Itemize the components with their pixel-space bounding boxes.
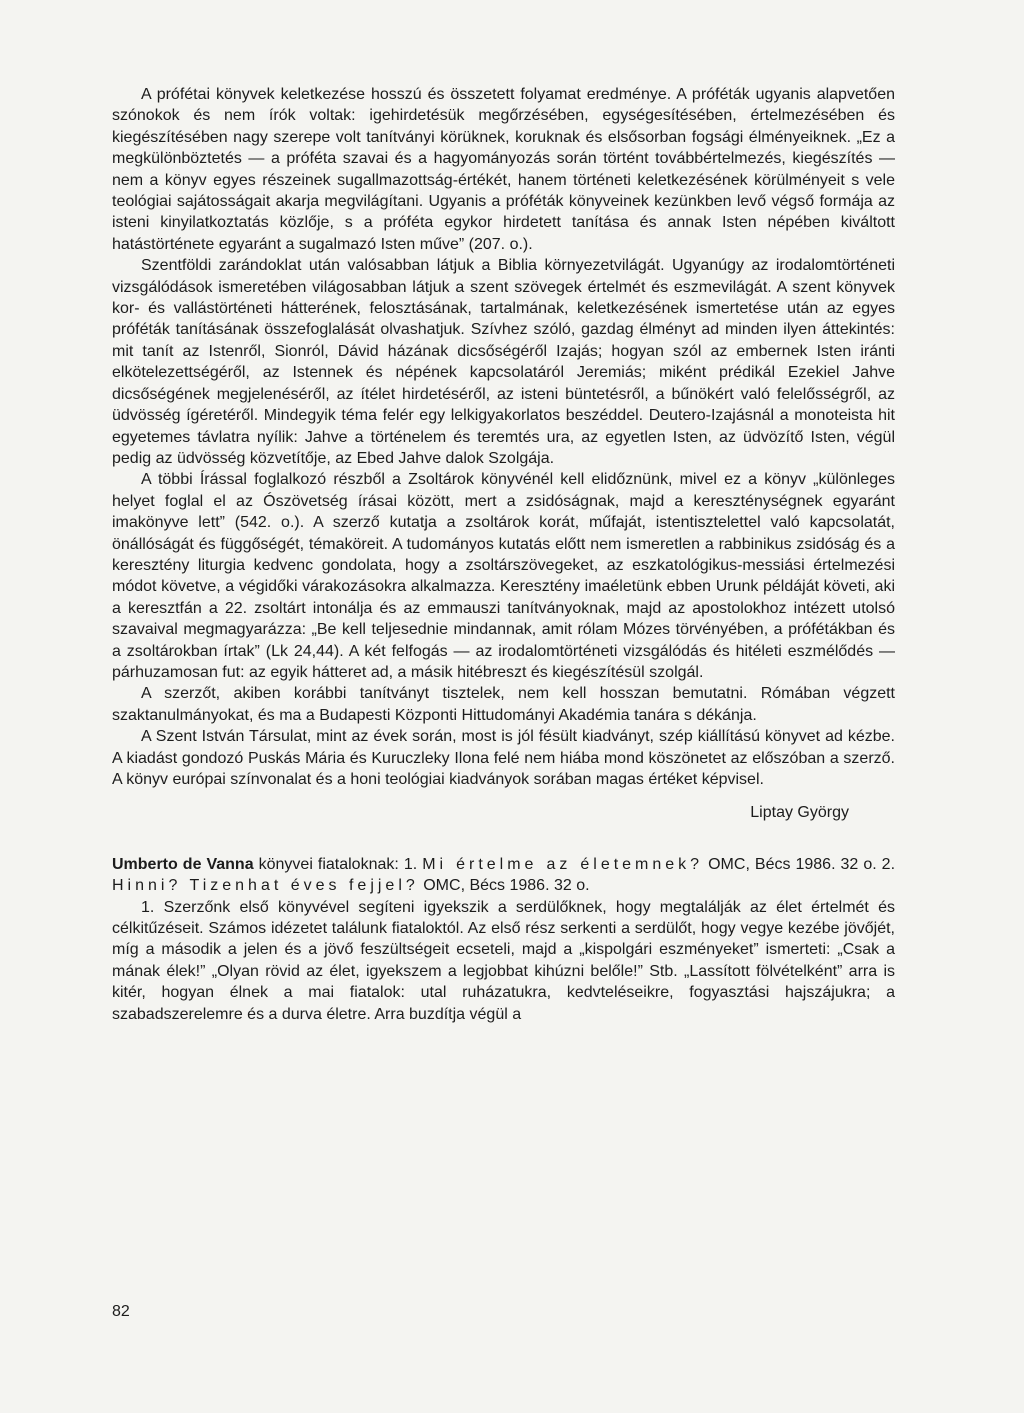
book-publisher-1: OMC, Bécs 1986. 32 o. 2. <box>708 855 896 873</box>
review-intro: könyvei fiataloknak: 1. <box>258 855 418 873</box>
page-body <box>112 84 895 1025</box>
review-heading <box>112 854 895 897</box>
page-number: 82 <box>112 1303 130 1320</box>
paragraph-5: A Szent István Társulat, mint az évek során, most is jól fésült kiadványt, szép kiállítású könyvet ad kézbe. A kiadást gondozó Puskás Mária és Kuruczleky Ilona felé nem hiába mond köszönetet az előszóban a szerző. A könyv európai színvonalat és a honi teológiai kiadványok sorában magas értéket képvisel. <box>112 728 895 788</box>
review-signature: Liptay György <box>750 804 849 822</box>
review-paragraph-1: 1. Szerzőnk első könyvével segíteni igyekszik a serdülőknek, hogy megtalálják az élet értelmét és célkitűzéseit. Számos idézetet találunk fiataloktól. Az első rész serkenti a serdülőt, hogy vegye kezébe jövőjét, míg a második a jelen és a jövő feszültségeit ecseteli, majd a „kispolgári eszményeket” ismerteti: „Csak a mának élek!” „Olyan rövid az élet, igyekszem a legjobbat kihúzni belőle!” Stb. „Lassított fölvételként” arra is kitér, hogyan élnek a mai fiatalok: utal ruházatukra, kedvteléseikre, fogyasztási hajszájukra; a szabadszerelemre és a durva életre. Arra buzdítja végül a <box>112 898 895 1023</box>
book-title-1: Mi értelme az életemnek? <box>422 855 704 873</box>
paragraph-2: Szentföldi zarándoklat után valósabban látjuk a Biblia környezetvilágát. Ugyanúgy az irodalomtörténeti vizsgálódások ismeretében világosabban látjuk a szent szövegek értelmét és eszmevilágát. A szent könyvek kor- és vallástörténeti hátterének, felosztásának, tartalmának, keletkezésének ismertetése után az egyes próféták tanításának összefoglalását olvashatjuk. Szívhez szóló, gazdag élményt ad minden ilyen áttekintés: mit tanít az Istenről, Sionról, Dávid házának dicsőségéről Izajás; hogyan szól az embernek Isten iránti elkötelezettségéről, az Istennek és népének kapcsolatáról Jeremiás; miként prédikál Ezekiel Jahve dicsőségének megjelenéséről, az ítélet hirdetéséről, az isteni büntetésről, a bűnökért való felelősségről, az üdvösség ígéretéről. Mindegyik téma felér egy lelkigyakorlatos beszéddel. Deutero-Izajásnál a monoteista hit egyetemes távlatra nyílik: Jahve a történelem és teremtés ura, az egyetlen Isten, az üdvözítő Isten, végül pedig az üdvösség közvetítője, az Ebed Jahve dalok Szolgája. <box>112 257 895 467</box>
book-title-2: Hinni? Tizenhat éves fejjel? <box>112 877 419 895</box>
review-author: Umberto de Vanna <box>112 855 254 873</box>
paragraph-4: A szerzőt, akiben korábbi tanítványt tisztelek, nem kell hosszan bemutatni. Rómában végzett szaktanulmányokat, és ma a Budapesti Központi Hittudományi Akadémia tanára s dékánja. <box>112 685 895 724</box>
paragraph-3: A többi Írással foglalkozó részből a Zsoltárok könyvénél kell elidőznünk, mivel ez a könyv „különleges helyet foglal el az Ószövetség írásai között, mert a zsidóságnak, majd a kereszténységnek egyaránt imakönyve lett” (542. o.). A szerző kutatja a zsoltárok korát, műfaját, istentisztelettel való kapcsolatát, önállóságát és függőségét, témaköreit. A tudományos kutatás előtt nem ismeretlen a rabbinikus zsidóság és a keresztény liturgia kedvenc gondolata, hogy a zsoltárszövegeket, az eszkatológikus-messiási értelmezési módot követve, a végidőki várakozásokra alkalmazza. Keresztény imaéletünk ebben Urunk példáját követi, aki a keresztfán a 22. zsoltárt intonálja és az emmauszi tanítványoknak, majd az apostolokhoz intézett utolsó szavaival megmagyarázza: „Be kell teljesednie mindannak, amit rólam Mózes törvényében, a prófétákban és a zsoltárokban írtak” (Lk 24,44). A két felfogás — az irodalomtörténeti vizsgálódás és hitéleti eszmélődés — párhuzamosan fut: az egyik hátteret ad, a másik hitébreszt és kiegészítésül szolgál. <box>112 471 895 681</box>
book-publisher-2: OMC, Bécs 1986. 32 o. <box>423 877 590 895</box>
paragraph-1: A prófétai könyvek keletkezése hosszú és összetett folyamat eredménye. A próféták ugyanis alapvetően szónokok és nem írók voltak: igehirdetésük megőrzésében, egységesítésében, értelmezésében és kiegészítésében nagy szerepe volt tanítványi körüknek, koruknak és elsősorban fogsági élményeiknek. „Ez a megkülönböztetés — a próféta szavai és a hagyományozás során történt továbbértelmezés, kiegészítés — nem a könyv egyes részeinek sugallmazottság-értékét, hanem történeti keletkezésének körülményeit s vele teológiai sajátosságait akarja megvilágítani. Ugyanis a próféták könyveinek kezünkben levő végső formája az isteni kinyilatkoztatás közlője, s a próféta egykor hirdetett tanítása és annak Isten népében kiváltott hatástörténete egyaránt a sugalmazó Isten műve” (207. o.). <box>112 86 895 253</box>
next-review <box>112 854 895 1025</box>
